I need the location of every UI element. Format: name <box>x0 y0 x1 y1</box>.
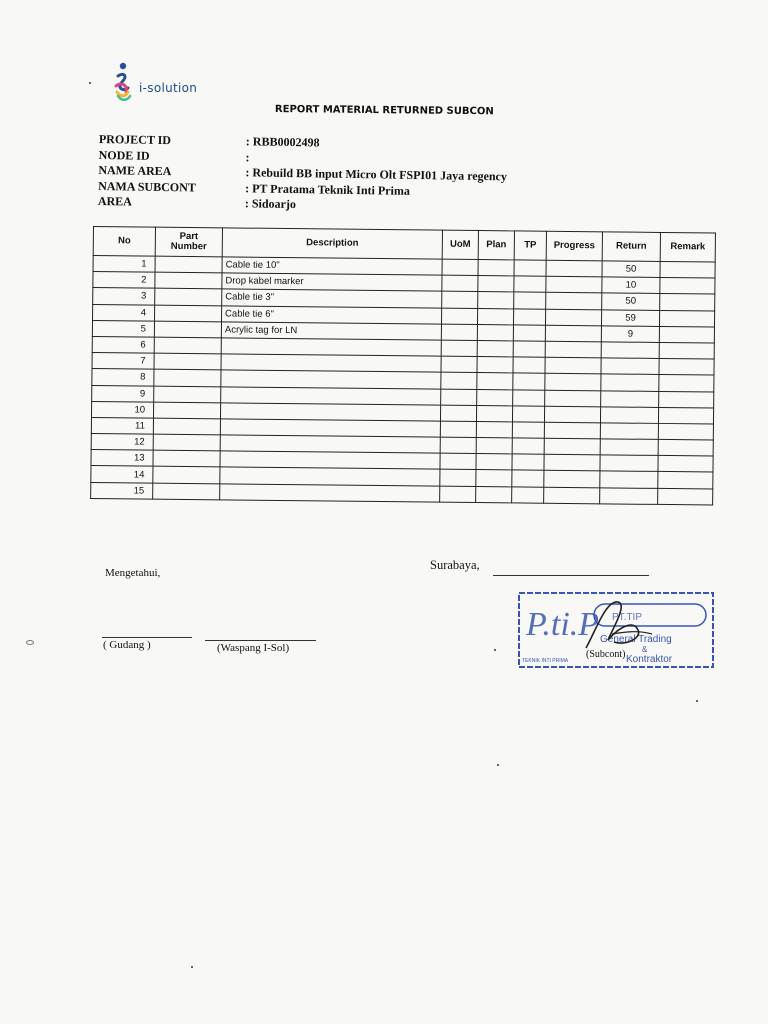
cell-tp <box>512 487 544 504</box>
cell-return <box>600 455 658 472</box>
cell-tp <box>514 260 546 277</box>
cell-plan <box>476 438 512 455</box>
info-value: : <box>245 149 250 164</box>
signature-label-gudang: ( Gudang ) <box>103 639 151 651</box>
cell-description <box>220 483 440 501</box>
cell-uom <box>440 486 476 503</box>
signature-line-gudang <box>102 637 192 638</box>
cell-progress <box>546 260 602 277</box>
cell-uom <box>441 356 477 373</box>
materials-table <box>90 226 716 505</box>
cell-no: 7 <box>92 353 154 370</box>
svg-text:General Trading: General Trading <box>600 634 672 645</box>
cell-remark <box>658 439 713 456</box>
cell-remark <box>659 375 714 392</box>
cell-remark <box>658 456 713 473</box>
cell-tp <box>514 276 546 293</box>
cell-tp <box>512 422 544 439</box>
cell-tp <box>513 389 545 406</box>
city-label: Surabaya, <box>430 558 480 572</box>
cell-return <box>600 407 658 424</box>
cell-tp <box>512 454 544 471</box>
cell-plan <box>477 389 513 406</box>
cell-tp <box>513 308 545 325</box>
cell-part-number <box>153 402 220 419</box>
scan-speck <box>191 966 193 968</box>
cell-return <box>600 423 658 440</box>
cell-return: 10 <box>602 277 660 294</box>
report-title: REPORT MATERIAL RETURNED SUBCON <box>274 104 494 118</box>
cell-part-number <box>153 434 220 451</box>
cell-no: 11 <box>91 417 153 434</box>
cell-return <box>600 471 658 488</box>
cell-uom <box>442 275 478 292</box>
cell-remark <box>658 423 713 440</box>
cell-part-number <box>155 289 222 306</box>
cell-plan <box>476 454 512 471</box>
cell-plan <box>477 324 513 341</box>
column-header-description: Description <box>222 228 442 259</box>
cell-return <box>601 390 659 407</box>
cell-progress <box>544 454 600 471</box>
cell-plan <box>476 470 512 487</box>
cell-plan <box>477 308 513 325</box>
column-header-remark: Remark <box>660 232 715 262</box>
cell-return: 9 <box>601 326 659 343</box>
info-label: NAMA SUBCONT <box>98 178 196 195</box>
cell-no: 3 <box>93 288 155 305</box>
cell-tp <box>512 438 544 455</box>
cell-uom <box>441 324 477 341</box>
cell-progress <box>545 325 601 342</box>
cell-tp <box>513 357 545 374</box>
cell-uom <box>441 340 477 357</box>
cell-uom <box>440 405 476 422</box>
cell-progress <box>545 374 601 391</box>
cell-progress <box>545 357 601 374</box>
cell-tp <box>513 325 545 342</box>
cell-part-number <box>154 337 221 354</box>
cell-part-number <box>153 483 220 500</box>
cell-remark <box>658 488 713 505</box>
cell-no: 1 <box>93 256 155 273</box>
cell-no: 8 <box>92 369 154 386</box>
cell-no: 15 <box>91 482 153 499</box>
cell-progress <box>545 341 601 358</box>
cell-plan <box>478 292 514 309</box>
cell-plan <box>476 421 512 438</box>
cell-tp <box>514 292 546 309</box>
date-line <box>493 575 649 576</box>
cell-uom <box>440 453 476 470</box>
cell-description: Cable tie 6" <box>222 305 442 323</box>
cell-no: 12 <box>91 434 153 451</box>
cell-no: 5 <box>92 320 154 337</box>
column-header-part-number: Part Number <box>155 227 222 257</box>
cell-remark <box>659 310 714 327</box>
column-header-return: Return <box>602 232 660 262</box>
cell-part-number <box>154 386 221 403</box>
cell-part-number <box>155 256 222 273</box>
cell-tp <box>513 373 545 390</box>
cell-uom <box>441 372 477 389</box>
cell-part-number <box>153 467 220 484</box>
cell-no: 9 <box>92 385 154 402</box>
signature-label-subcont: (Subcont) <box>586 649 626 660</box>
svg-text:P.ti.P: P.ti.P <box>526 606 600 643</box>
cell-uom <box>440 421 476 438</box>
cell-plan <box>477 340 513 357</box>
cell-progress <box>545 309 601 326</box>
cell-progress <box>544 438 600 455</box>
info-label: PROJECT ID <box>98 132 172 148</box>
svg-text:Kontraktor: Kontraktor <box>626 654 673 665</box>
cell-progress <box>544 422 600 439</box>
info-label: AREA <box>97 193 133 209</box>
svg-text:&: & <box>642 645 648 654</box>
acknowledge-label: Mengetahui, <box>105 567 161 579</box>
cell-remark <box>660 261 715 278</box>
cell-part-number <box>154 321 221 338</box>
cell-tp <box>512 470 544 487</box>
cell-plan <box>478 276 514 293</box>
info-label: NODE ID <box>98 147 150 163</box>
cell-description: Cable tie 3" <box>222 289 442 307</box>
column-header-no: No <box>93 227 155 257</box>
column-header-tp: TP <box>514 231 546 260</box>
scan-speck <box>696 700 698 702</box>
svg-text:PT.TIP: PT.TIP <box>612 612 643 623</box>
cell-plan <box>477 357 513 374</box>
cell-remark <box>660 278 715 295</box>
info-label: NAME AREA <box>98 162 172 179</box>
cell-progress <box>544 406 600 423</box>
cell-plan <box>476 486 512 503</box>
cell-part-number <box>153 450 220 467</box>
column-header-progress: Progress <box>546 231 602 261</box>
logo-text: i-solution <box>139 81 198 95</box>
cell-uom <box>442 259 478 276</box>
cell-uom <box>440 470 476 487</box>
cell-return <box>601 374 659 391</box>
cell-remark <box>659 359 714 376</box>
cell-return: 50 <box>602 261 660 278</box>
cell-progress <box>544 471 600 488</box>
cell-uom <box>441 389 477 406</box>
cell-no: 6 <box>92 336 154 353</box>
cell-no: 14 <box>91 466 153 483</box>
cell-remark <box>659 326 714 343</box>
info-value: : RBB0002498 <box>245 134 320 150</box>
scan-speck <box>497 764 499 766</box>
cell-description: Acrylic tag for LN <box>221 322 441 340</box>
column-header-plan: Plan <box>478 231 514 260</box>
column-header-uom: UoM <box>442 230 478 259</box>
cell-return <box>600 439 658 456</box>
cell-description: Drop kabel marker <box>222 273 442 291</box>
project-info <box>98 132 559 217</box>
cell-uom <box>442 292 478 309</box>
svg-text:TEKNIK INTI PRIMA: TEKNIK INTI PRIMA <box>522 658 569 664</box>
cell-tp <box>512 406 544 423</box>
cell-no: 10 <box>91 401 153 418</box>
cell-plan <box>478 260 514 277</box>
cell-return: 50 <box>602 293 660 310</box>
cell-progress <box>546 276 602 293</box>
cell-part-number <box>155 272 222 289</box>
cell-return: 59 <box>601 309 659 326</box>
cell-part-number <box>155 305 222 322</box>
cell-plan <box>477 373 513 390</box>
signature-label-waspang: (Waspang I-Sol) <box>217 642 290 654</box>
scan-speck <box>89 82 91 84</box>
cell-return <box>600 487 658 504</box>
cell-return <box>601 358 659 375</box>
cell-progress <box>544 487 600 504</box>
cell-return <box>601 342 659 359</box>
cell-progress <box>546 293 602 310</box>
cell-part-number <box>154 369 221 386</box>
materials-table-wrap <box>90 226 715 505</box>
info-value: : Rebuild BB input Micro Olt FSPI01 Jaya regency <box>245 165 508 184</box>
cell-remark <box>659 342 714 359</box>
info-value: : Sidoarjo <box>244 196 297 212</box>
cell-tp <box>513 341 545 358</box>
scan-speck <box>494 649 496 651</box>
cell-remark <box>659 391 714 408</box>
cell-remark <box>658 472 713 489</box>
scan-speck <box>26 640 34 645</box>
cell-uom <box>441 308 477 325</box>
cell-no: 4 <box>93 304 155 321</box>
cell-uom <box>440 437 476 454</box>
cell-part-number <box>153 418 220 435</box>
cell-remark <box>660 294 715 311</box>
cell-progress <box>545 390 601 407</box>
signature-line-waspang <box>205 640 316 641</box>
info-value: : PT Pratama Teknik Inti Prima <box>245 180 411 198</box>
cell-no: 13 <box>91 450 153 467</box>
cell-remark <box>658 407 713 424</box>
cell-plan <box>476 405 512 422</box>
cell-no: 2 <box>93 272 155 289</box>
cell-part-number <box>154 353 221 370</box>
cell-description: Cable tie 10" <box>222 257 442 275</box>
